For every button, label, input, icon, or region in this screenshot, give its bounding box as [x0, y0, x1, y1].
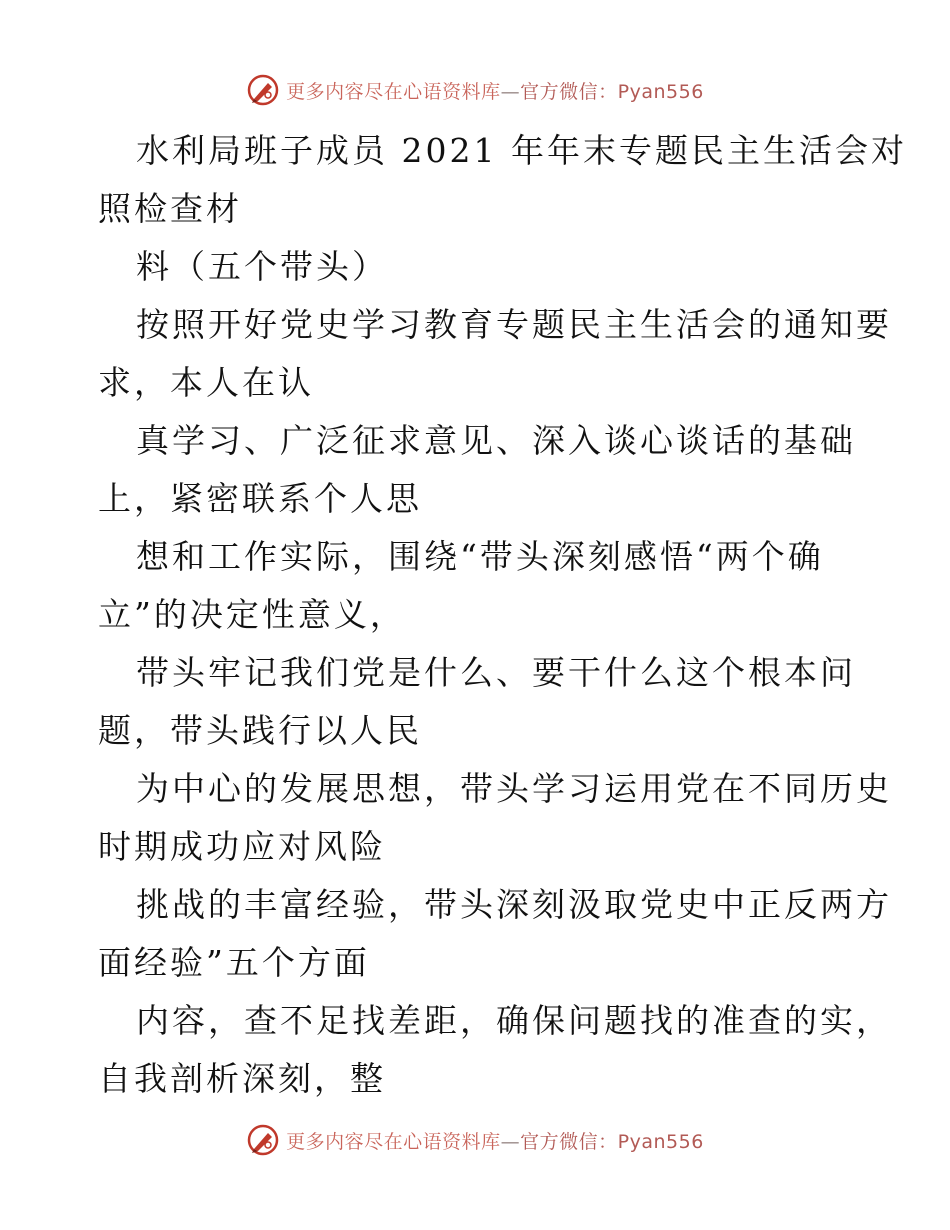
doc-line: 料（五个带头） — [136, 247, 388, 286]
doc-line: 题，带头践行以人民 — [98, 711, 422, 750]
watermark-contact: 官方微信：Pyan556 — [520, 1130, 704, 1153]
doc-line: 挑战的丰富经验，带头深刻汲取党史中正反两方 — [136, 885, 892, 924]
doc-line: 内容，查不足找差距，确保问题找的准查的实， — [136, 1001, 892, 1040]
doc-line: 水利局班子成员 2021 年年末专题民主生活会对 — [136, 131, 907, 170]
doc-line: 时期成功应对风险 — [98, 827, 386, 866]
doc-line: 求，本人在认 — [98, 363, 314, 402]
watermark-text — [286, 77, 704, 104]
pen-logo-icon — [246, 1123, 280, 1157]
doc-line: 想和工作实际，围绕“带头深刻感悟“两个确 — [136, 537, 824, 576]
watermark-text — [286, 1127, 704, 1154]
doc-line: 上，紧密联系个人思 — [98, 479, 422, 518]
doc-line: 面经验”五个方面 — [98, 943, 370, 982]
doc-line: 真学习、广泛征求意见、深入谈心谈话的基础 — [136, 421, 856, 460]
doc-line: 带头牢记我们党是什么、要干什么这个根本问 — [136, 653, 856, 692]
document-body — [98, 122, 907, 1108]
pen-logo-icon — [246, 73, 280, 107]
watermark-contact: 官方微信：Pyan556 — [520, 80, 704, 103]
watermark-banner-top — [0, 70, 950, 110]
watermark-brand: 更多内容尽在心语资料库 — [286, 1130, 501, 1153]
doc-line: 立”的决定性意义， — [98, 595, 406, 634]
doc-line: 按照开好党史学习教育专题民主生活会的通知要 — [136, 305, 892, 344]
watermark-separator: — — [500, 80, 521, 103]
doc-line: 照检查材 — [98, 189, 242, 228]
watermark-brand: 更多内容尽在心语资料库 — [286, 80, 501, 103]
watermark-separator: — — [500, 1130, 521, 1153]
watermark-banner-bottom — [0, 1120, 950, 1160]
doc-line: 为中心的发展思想，带头学习运用党在不同历史 — [136, 769, 892, 808]
doc-line: 自我剖析深刻，整 — [98, 1059, 386, 1098]
